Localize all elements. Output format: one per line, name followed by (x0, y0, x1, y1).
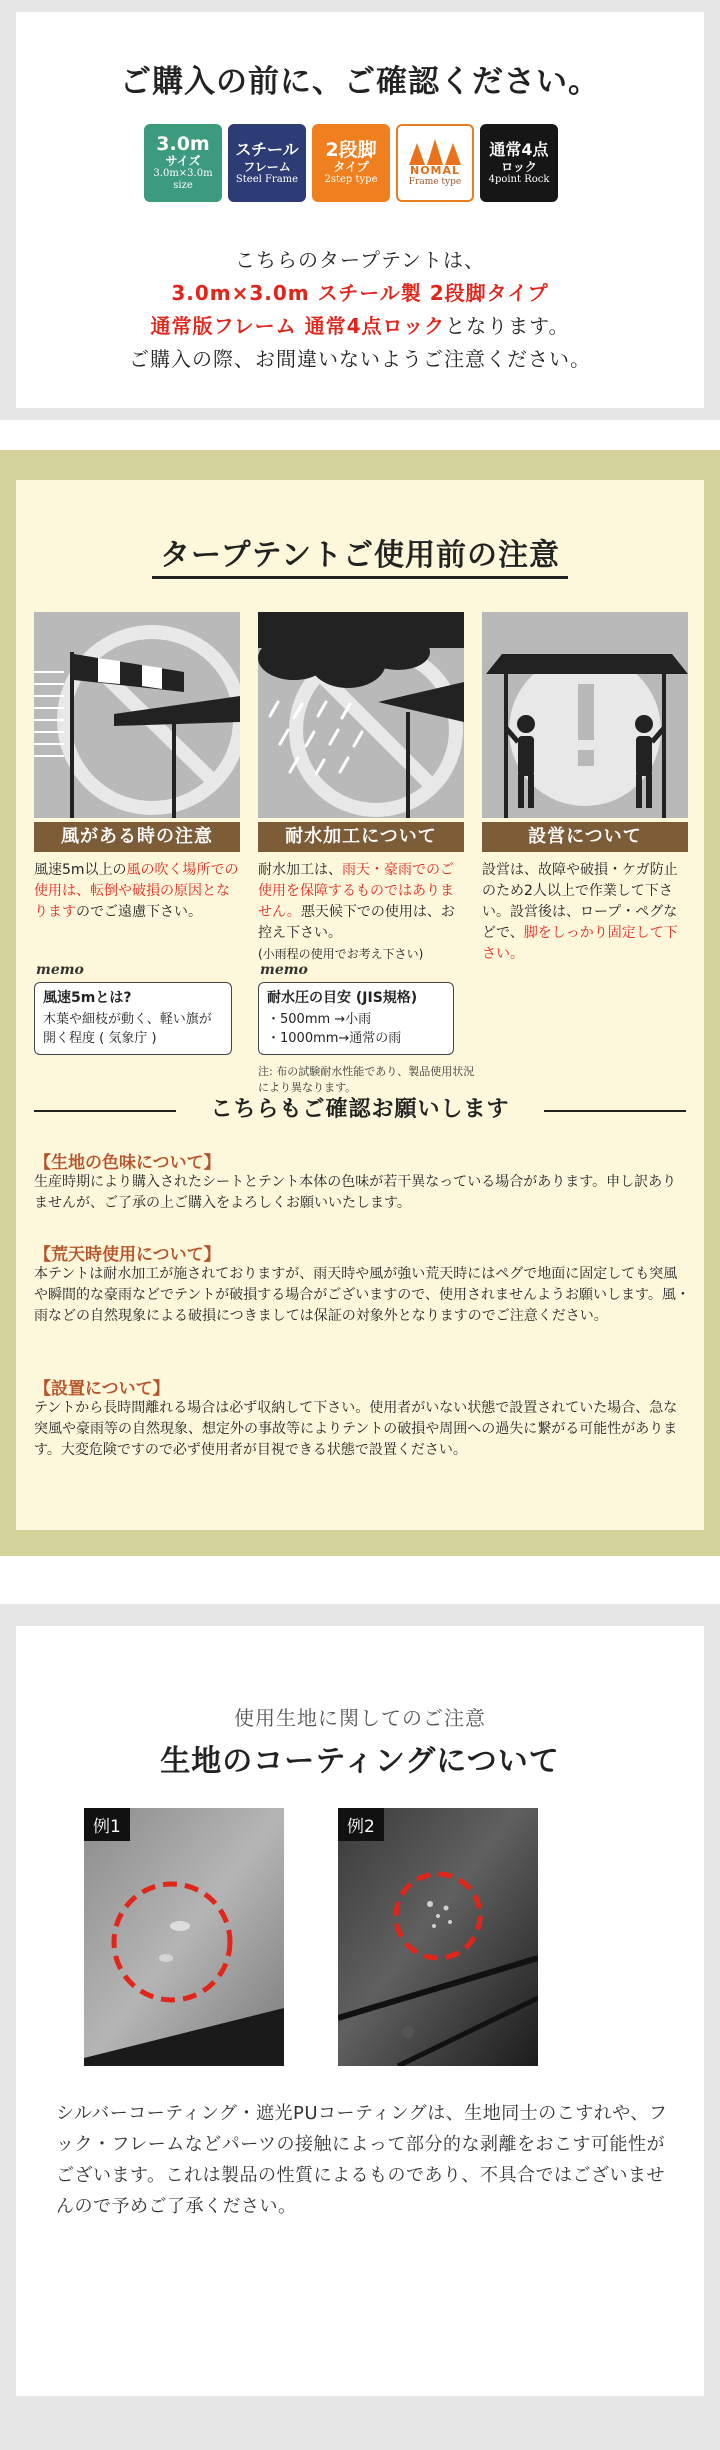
frame-badge (228, 124, 306, 202)
label-wind: 風がある時の注意 (34, 822, 240, 852)
leg-badge-main: 2段脚 (325, 139, 377, 161)
setup-description: 設営は、故障や破損・ケガ防止のため2人以上で作業して下さい。設営後は、ロープ・ペグなどで、脚をしっかり固定して下さい。 (482, 862, 678, 962)
lock-badge-en: 4point Rock (488, 174, 550, 185)
waterproof-description: 耐水加工は、雨天・豪雨でのご使用を保障するものではありません。悪天候下での使用は、お控え下さい。 (小雨程の使用でお考え下さい) (258, 862, 455, 961)
size-badge-main: 3.0m (156, 133, 210, 155)
size-badge-sub: サイズ (165, 154, 201, 168)
color-body: 生産時期により購入されたシートとテント本体の色味が若干異なっている場合があります。申し訳ありませんが、ご了承の上ご購入をよろしくお願いいたします。 (34, 1174, 677, 1211)
tree-icon (409, 139, 461, 165)
frame-badge-en: Steel Frame (235, 174, 299, 185)
memo-wind-body: 木葉や細枝が動く、軽い旗が開く程度 ( 気象庁 ) (43, 1012, 212, 1046)
memo-water-line1: ・500mm →小雨 (267, 1012, 372, 1027)
confirm-section (0, 0, 720, 420)
coating-title: 生地のコーティングについて (160, 1744, 560, 1779)
frame-badge-main: スチール (235, 140, 299, 159)
memo-wind-title: 風速5mとは? (43, 990, 132, 1006)
coating-section (0, 1604, 720, 2450)
two-people-setup-icon (482, 612, 688, 818)
coating-subtitle: 使用生地に関してのご注意 (234, 1706, 486, 1730)
confirm-line-2: 3.0m×3.0m スチール製 2段脚タイプ (171, 281, 549, 305)
spec-badges (144, 124, 558, 202)
leg-badge (312, 124, 390, 202)
lock-badge (480, 124, 558, 202)
confirm-card (16, 12, 704, 408)
leg-badge-sub: タイプ (333, 160, 369, 174)
lock-badge-main: 通常4点 (489, 140, 549, 159)
confirm-line-3-red: 通常版フレーム 通常4点ロック (150, 314, 446, 338)
caution-title: タープテントご使用前の注意 (152, 530, 568, 579)
memo-water-note: 注: 布の試験耐水性能であり、製品使用状況により異なります。 (258, 1065, 475, 1094)
confirm-text (16, 244, 704, 376)
size-badge-en: 3.0m×3.0m size (153, 168, 213, 191)
memo-box-water (258, 982, 454, 1055)
example-2-photo (338, 1808, 538, 2066)
nomal-badge-main: NOMAL (409, 164, 461, 177)
leg-badge-en: 2step type (324, 174, 378, 185)
windsock-icon (34, 612, 240, 818)
install-heading: 【設置について】 (34, 1379, 170, 1399)
confirm-line-1: こちらのタープテントは、 (235, 248, 485, 272)
caution-card (16, 480, 704, 1530)
example-1-photo (84, 1808, 284, 2066)
coating-text: シルバーコーティング・遮光PUコーティングは、生地同士のこすれや、フック・フレームなどパーツの接触によって部分的な剥離をおこす可能性がございます。これは製品の性質によるものであり、不具合ではございませんので予めご了承ください。 (56, 2103, 668, 2217)
memo-water-line2: ・1000mm→通常の雨 (267, 1031, 402, 1046)
nomal-badge-sub: Frame type (408, 177, 462, 187)
label-setup: 設営について (482, 822, 688, 852)
lock-badge-sub: ロック (501, 160, 537, 174)
frame-badge-sub: フレーム (243, 160, 291, 174)
rain-cloud-icon (258, 612, 464, 818)
wind-description: 風速5m以上の風の吹く場所での使用は、転倒や破損の原因となりますのでご遠慮下さい。 (34, 862, 239, 920)
example-1-tag: 例1 (84, 1808, 130, 1841)
memo-water-title: 耐水圧の目安 (JIS規格) (267, 990, 418, 1006)
confirm-title: ご購入の前に、ご確認ください。 (120, 64, 600, 100)
confirm-line-4: ご購入の際、お間違いないようご注意ください。 (129, 347, 591, 371)
size-badge (144, 124, 222, 202)
caution-section (0, 450, 720, 1556)
memo-box-wind (34, 982, 232, 1055)
confirm-line-3-tail: となります。 (445, 314, 570, 338)
nomal-badge (396, 124, 474, 202)
memo-tag-2: memo (260, 962, 308, 978)
memo-tag-1: memo (36, 962, 84, 978)
color-heading: 【生地の色味について】 (34, 1153, 221, 1173)
example-2-tag: 例2 (338, 1808, 384, 1841)
confirm-line-3 (16, 310, 704, 343)
weather-body: 本テントは耐水加工が施されておりますが、雨天時や風が強い荒天時にはペグで地面に固定しても突風や瞬間的な豪雨などでテントが破損する場合がございますので、使用されませんようお願いします。風・雨などの自然現象による破損につきましては保証の対象外となりますのでご注意ください。 (34, 1266, 690, 1324)
also-check-header (16, 1095, 704, 1125)
install-body: テントから長時間離れる場合は必ず収納して下さい。使用者がいない状態で設置されていた場合、急な突風や豪雨等の自然現象、想定外の事故等によりテントの破損や周囲への過失に繋がる可能性があります。大変危険ですので必ず使用者が目視できる状態で設置ください。 (34, 1400, 678, 1458)
weather-heading: 【荒天時使用について】 (34, 1245, 221, 1265)
coating-card (16, 1626, 704, 2396)
label-waterproof: 耐水加工について (258, 822, 464, 852)
also-check-title: こちらもご確認お願いします (210, 1097, 510, 1122)
